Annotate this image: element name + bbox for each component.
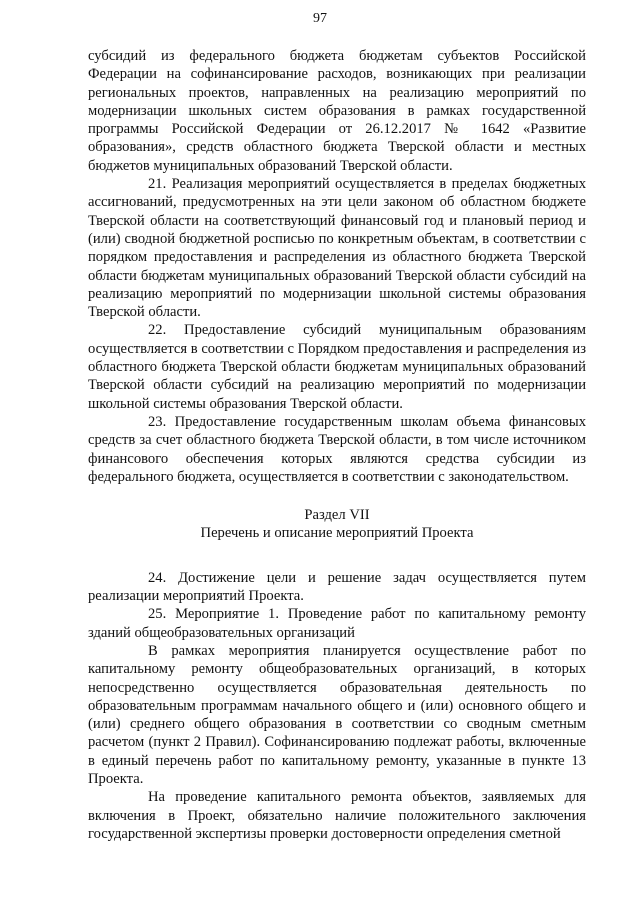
paragraph-21: 21. Реализация мероприятий осуществляется в пределах бюджетных ассигнований, предусмотренных на эти цели законом об областном бюджете Тверской области на соответствующий финансовый год и плановый период и (или) сводной бюджетной росписью по конкретным объектам, в соответствии с порядком предоставления и распределения из областного бюджета Тверской области бюджетам муниципальных образований Тверской области субсидий на реализацию мероприятий по модернизации школьной системы образования Тверской области.: [88, 176, 586, 321]
paragraph-24: 24. Достижение цели и решение задач осуществляется путем реализации мероприятий Проекта.: [88, 569, 586, 605]
paragraph-expertise: На проведение капитального ремонта объектов, заявляемых для включения в Проект, обязательно наличие положительного заключения государственной экспертизы проверки достоверности определения сметной: [88, 789, 586, 842]
paragraph-continuation: субсидий из федерального бюджета бюджетам субъектов Российской Федерации на софинансирование расходов, возникающих при реализации региональных проектов, направленных на реализацию мероприятий по модернизации школьных систем образования в рамках государственной программы Российской Федерации от 26.12.2017 № 1642 «Развитие образования», средств областного бюджета Тверской области и местных бюджетов муниципальных образований Тверской области.: [88, 48, 586, 174]
section-heading: Раздел VII: [304, 507, 370, 524]
section-title: Перечень и описание мероприятий Проекта: [200, 525, 474, 542]
paragraph-23: 23. Предоставление государственным школам объема финансовых средств за счет областного бюджета Тверской области, в том числе источником финансового обеспечения которых являются средства субсидии из федерального бюджета, осуществляется в соответствии с законодательством.: [88, 413, 586, 485]
paragraph-25: 25. Мероприятие 1. Проведение работ по капитальному ремонту зданий общеобразовательных организаций: [88, 606, 586, 641]
page-number: 97: [313, 11, 327, 26]
body-text: [88, 47, 586, 843]
paragraph-22: 22. Предоставление субсидий муниципальным образованиям осуществляется в соответствии с Порядком предоставления и распределения из областного бюджета Тверской области бюджетам муниципальных образований Тверской области субсидий на реализацию мероприятий по модернизации школьной системы образования Тверской области.: [88, 322, 586, 412]
paragraph-activity-description: В рамках мероприятия планируется осуществление работ по капитальному ремонту общеобразовательных организаций, в которых непосредственно осуществляется образовательная деятельность по образовательным программам начального общего и (или) основного общего и (или) среднего общего образования в соответствии со сводным сметным расчетом (пункт 2 Правил). Софинансированию подлежат работы, включенные в единый перечень работ по капитальному ремонту, указанные в пункте 13 Проекта.: [88, 642, 586, 787]
